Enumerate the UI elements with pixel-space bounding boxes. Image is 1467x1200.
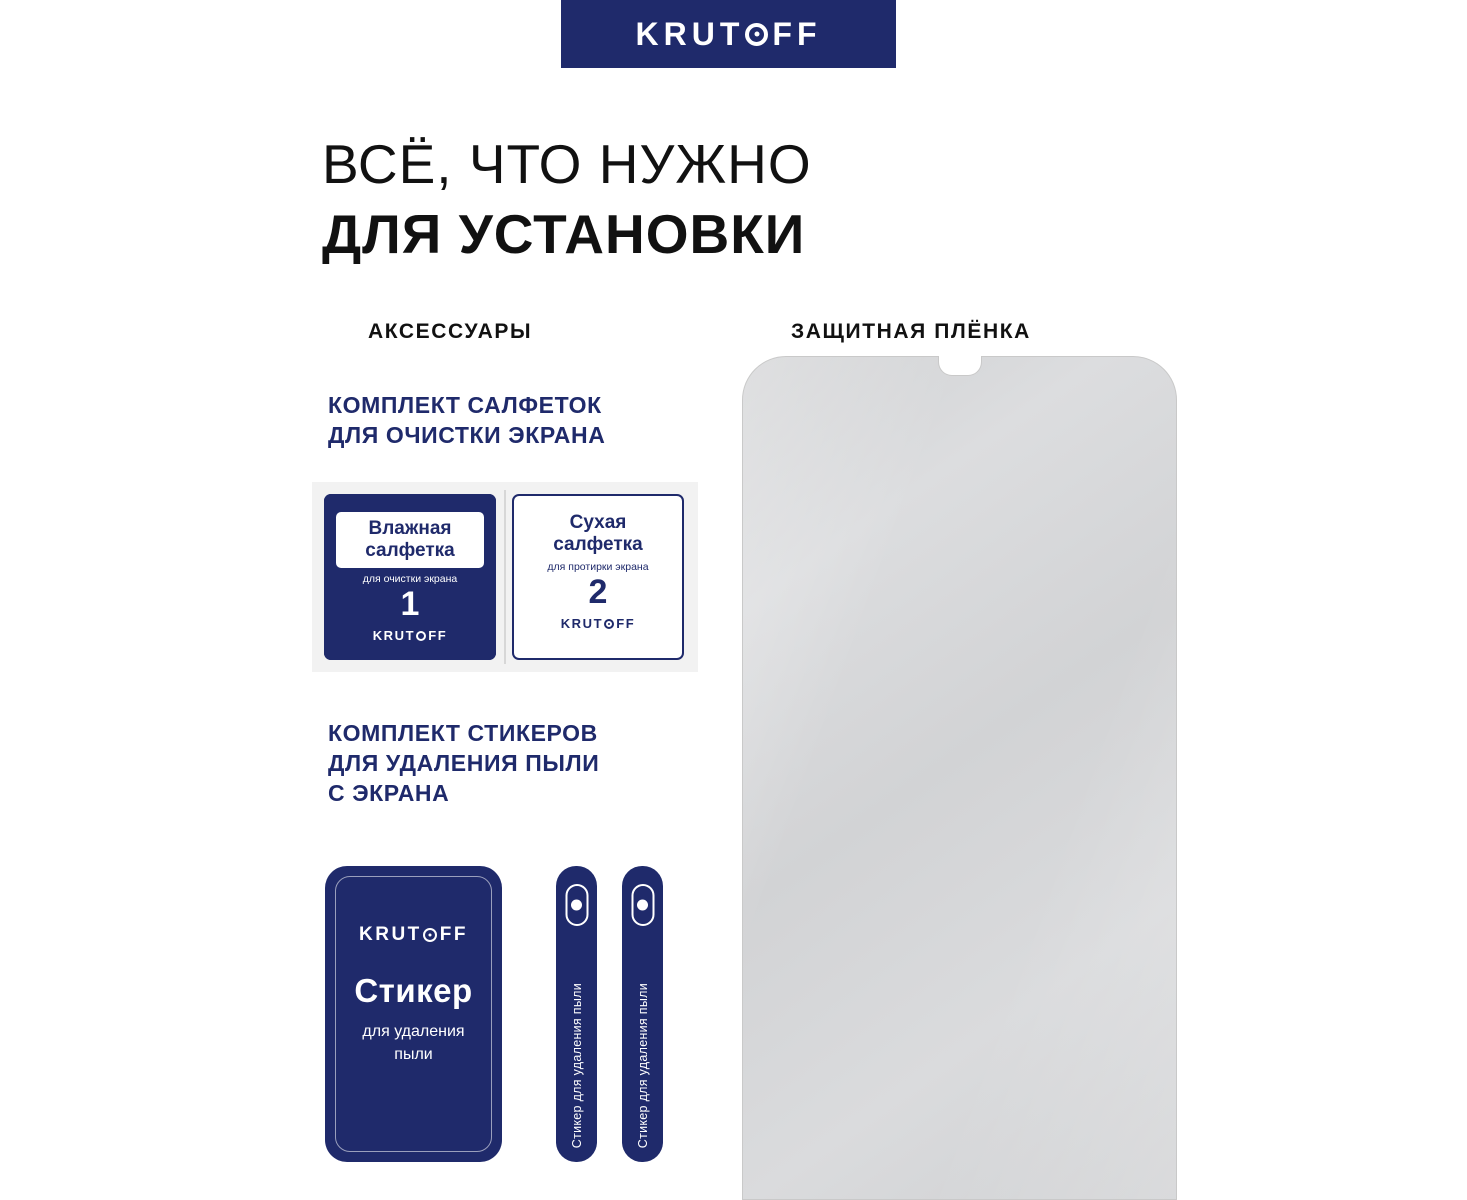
dry-napkin-title-line-1: Сухая [569,512,627,533]
brand-header-bar [561,0,896,68]
accessories-column-heading: АКСЕССУАРЫ [368,320,533,343]
stickers-title-line-1: КОМПЛЕКТ СТИКЕРОВ [328,720,598,746]
dry-napkin-title-line-2: салфетка [553,534,643,555]
protective-film-graphic [742,356,1177,1200]
stickers-title-line-3: С ЭКРАНА [328,780,450,806]
tray-divider [504,490,506,664]
brand-name-part2: FF [772,15,822,52]
strip-1-label: Стикер для удаления пыли [569,982,584,1148]
dry-napkin-brand-part1: KRUT [560,616,604,631]
o-ring-icon [416,631,426,641]
wet-napkin-title-line-1: Влажная [368,518,452,539]
card-inner-outline [335,876,492,1152]
sticker-card-brand-part1: KRUT [359,924,422,945]
dry-napkin-title [553,512,643,556]
wet-napkin-brand-part1: KRUT [372,628,416,643]
napkins-title-line-1: КОМПЛЕКТ САЛФЕТОК [328,392,602,418]
dust-sticker-strip-1 [556,866,597,1162]
sticker-card-logo [359,924,468,946]
wet-napkin-subtitle: для очистки экрана [362,573,458,585]
page-title [322,133,1222,265]
o-ring-icon [423,928,437,942]
o-ring-icon [745,23,768,46]
dry-napkin-sachet [512,494,684,660]
napkins-section-title [328,390,605,450]
o-ring-icon [604,619,614,629]
strip-2-label: Стикер для удаления пыли [635,982,650,1148]
headline-line-2: ДЛЯ УСТАНОВКИ [322,203,806,265]
napkins-title-line-2: ДЛЯ ОЧИСТКИ ЭКРАНА [328,422,606,448]
dry-napkin-brand-part2: FF [616,616,636,631]
wet-napkin-title [336,512,484,568]
wet-napkin-number: 1 [400,585,420,623]
sticker-card-subtitle [362,1020,464,1066]
sticker-card-subtitle-line-1: для удаления [362,1023,465,1040]
dry-napkin-logo [561,616,636,631]
wet-napkin-logo [373,628,448,643]
krutoff-logo [636,16,822,53]
sticker-card-subtitle-line-2: пыли [394,1046,433,1063]
dry-napkin-number: 2 [588,573,608,611]
strip-hole-icon [565,884,588,926]
wet-napkin-brand-part2: FF [428,628,448,643]
dust-sticker-card [325,866,502,1162]
dust-sticker-strip-2 [622,866,663,1162]
wet-napkin-sachet [324,494,496,660]
sticker-card-brand-part2: FF [439,924,468,945]
dry-napkin-subtitle: для протирки экрана [547,561,649,573]
brand-name-part1: KRUT [635,15,745,52]
stickers-title-line-2: ДЛЯ УДАЛЕНИЯ ПЫЛИ [328,750,600,776]
napkin-pack-tray [312,482,698,672]
film-column-heading: ЗАЩИТНАЯ ПЛЁНКА [791,320,1031,343]
sticker-card-title: Стикер [354,972,473,1009]
strip-hole-icon [631,884,654,926]
film-sheen-overlay [743,357,1176,1199]
film-camera-notch [938,356,982,376]
stickers-section-title [328,718,599,808]
headline-line-1: ВСЁ, ЧТО НУЖНО [322,133,812,195]
wet-napkin-title-line-2: салфетка [365,540,455,561]
